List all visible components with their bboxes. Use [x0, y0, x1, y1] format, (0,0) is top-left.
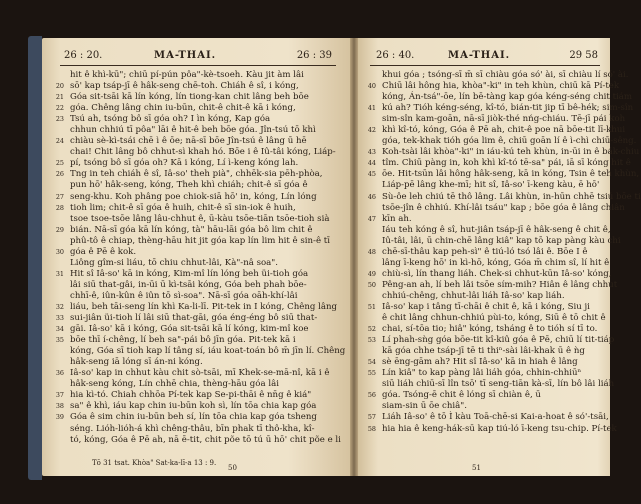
line-text: sè ēng-gām ah? Hit sî Iâ-so' kā in hiah ê lâng: [382, 357, 578, 368]
line-text: pí, tsóng bô sī góa oh? Kā i kóng, Lí ì-keng kóng lah.: [70, 158, 299, 169]
text-line: [50, 379, 342, 390]
text-line: [362, 247, 606, 258]
left-running-title: MA-THAI.: [154, 50, 217, 61]
line-text: khui góa ; tsóng-sī m̄ sī chiàu góa só' ài, sī chiàu lí só' ài.: [382, 70, 629, 80]
book-gutter: [350, 38, 358, 476]
line-text: Iâ-so' kap i tâng tī-chāi ê chit ê, kā i kóng, Siu ji: [382, 301, 590, 312]
verse-number: 42: [367, 126, 376, 135]
text-line: [50, 203, 342, 214]
line-text: Liông gîm-si liáu, tō chiu chhut-lâi, Kà"-nâ soa".: [70, 257, 278, 268]
left-text-column: [50, 70, 346, 446]
line-text: góa, tek-khak tióh góa lim ê, chiū goān lí ê ì-chì chiū-sêng.: [382, 136, 637, 147]
line-text: chai! Chit lâng bô chhut-sì khah hó. Bōe i ê Iû-tâi kóng, Liáp-: [70, 147, 336, 158]
text-line: [50, 81, 342, 92]
text-line: [50, 269, 342, 280]
text-line: [362, 324, 606, 335]
text-line: [50, 92, 342, 103]
open-book: [32, 38, 641, 476]
line-text: kóng, Án-tsá"-ōe, lín bē-tàng kap góa kéng-séng chit tiám: [382, 92, 633, 103]
line-text: ê chit lâng chhun-chhiú pùi-to, kóng, Siū ê tō chit ê: [382, 313, 606, 324]
line-text: Hit sî Iâ-so' kā in kóng, Kim-mî lín lóng beh üi-tioh góa: [70, 268, 309, 279]
line-text: kā góa chhe tsáp-jī tē ti thiⁿ-sài lâi-khak ū ê ǹg: [382, 346, 585, 357]
text-line: [50, 435, 342, 446]
text-line: [50, 225, 342, 236]
line-text: tsoe tsoe-tsōe lâng lâu-chhut ê, ū-kàu tsōe-tiān tsōe-tioh sià: [70, 213, 330, 224]
verse-number: 33: [55, 314, 64, 323]
verse-number: 46: [367, 192, 376, 201]
line-text: seng-khu. Koh phâng poe chiok-siā hō' in, kóng, Lín lóng: [70, 191, 317, 202]
text-line: [50, 158, 342, 169]
verse-number: 34: [55, 325, 64, 334]
right-page: [358, 38, 641, 476]
text-line: [362, 92, 633, 103]
verse-number: 25: [55, 159, 64, 168]
text-line: [362, 191, 641, 203]
line-text: hia kì-tó. Chiah chhōa Pí-tek kap Se-pi-thāi ê nn̄g ê kiá": [70, 390, 312, 401]
verse-number: 36: [55, 369, 64, 378]
text-line: [50, 357, 342, 368]
verse-number: 39: [55, 413, 64, 422]
line-text: Iû-tâi, lâi, ū chin-chē lâng kiâ" kap tō kap pàng kàu chi: [382, 235, 621, 246]
text-line: [50, 169, 342, 180]
right-chapter-ref-start: 26 : 40.: [376, 50, 415, 61]
line-text: sa" ê khì, iáu kap chin iu-būn koh sì, lín tōa chia kap góa: [70, 401, 317, 412]
text-line: [50, 258, 342, 269]
line-text: Góa ê sim chin iu-būn beh sí, lín tōa chia kap góa tsheng: [70, 412, 317, 423]
verse-number: 26: [55, 170, 64, 179]
text-line: [50, 302, 342, 313]
verse-number: 58: [367, 424, 376, 433]
line-text: hit ê khì-kū"; chiū pí-pún pôa"-kè-tsoeh. Kàu jit àm lâi: [70, 70, 304, 80]
left-page: [42, 38, 350, 476]
verse-number: 40: [367, 82, 376, 91]
text-line: [362, 103, 634, 114]
line-text: kú ah? Tióh kéng-séng, kî-tó, bián-tit jip tī bê-hék; sim-sîn: [382, 103, 634, 114]
verse-number: 55: [367, 369, 376, 378]
verse-number: 43: [367, 148, 376, 157]
verse-number: 52: [367, 325, 376, 334]
line-text: chiù-sì, lín thang liáh. Chek-si chhut-kūn Iâ-so' kóng,: [382, 268, 612, 279]
line-text: sō' kap tsáp-jī ê hâk-seng chē-toh. Chiáh ê sî, i kóng,: [70, 81, 299, 92]
line-text: Koh-tsài lâi khòa"-ki" in iáu-kú teh khùn, in-ūi in ê bák-chiu: [382, 147, 640, 158]
verse-number: 54: [367, 358, 376, 367]
line-text: Chiū lâi hông hia, khòa"-ki" in teh khùn, chiū kā Pí-tek: [382, 81, 620, 92]
left-page-number: 50: [228, 464, 237, 472]
line-text: chhun chhiú tī pôa" lāi ê hit-ê beh bōe góa. Jîn-tsú tō khì: [70, 125, 316, 136]
text-line: [362, 136, 637, 147]
text-line: [362, 423, 617, 435]
verse-number: 27: [55, 192, 64, 201]
text-line: [362, 268, 612, 280]
verse-number: 22: [55, 104, 64, 113]
line-text: sui-jiân üi-tioh lí lâi siū that-gāi, góa éng-éng bô siū that-: [70, 313, 318, 324]
text-line: [362, 379, 615, 390]
text-line: [50, 125, 342, 136]
line-text: chhī-ê, iûn-kûn ê iûn tō sì-soa". Nā-sī góa oāh-khí-lâi: [70, 290, 298, 301]
verse-number: 28: [55, 203, 64, 212]
text-line: [362, 81, 620, 92]
text-line: [362, 368, 606, 379]
verse-number: 20: [55, 82, 64, 91]
verse-number: 57: [367, 413, 376, 422]
line-text: lâng ī-keng hō' in kì-hō, kóng, Góa m̄ chim sî, lí hit ê: [382, 257, 610, 268]
verse-number: 37: [55, 391, 64, 400]
book-spine: [28, 36, 42, 480]
line-text: phû-tô ê chiap, thèng-hāu hit jit góa kap lín lim hit ê sin-ê tī: [70, 235, 330, 246]
line-text: Tng in teh chiáh ê sî, Iâ-so' theh pià", chhēk-sia pēh-phòa,: [70, 169, 323, 180]
verse-number: 31: [55, 269, 64, 278]
text-line: [362, 357, 606, 368]
text-line: [50, 280, 342, 291]
verse-number: 32: [55, 302, 64, 311]
text-line: [50, 236, 342, 247]
verse-number: 50: [367, 280, 376, 289]
text-line: [362, 158, 631, 169]
line-text: Sù-ôe leh chiú tē thô lâng. Lâi khùn, in-hūn chhē tsiú bōe ti: [382, 191, 641, 202]
left-page-header: [42, 50, 350, 64]
verse-number: 29: [55, 225, 64, 234]
line-text: ōe. Hit-tsūn lâi hông hâk-seng, kā in kóng, Tsin ê teh khùn,: [382, 169, 640, 180]
verse-number: 38: [55, 402, 64, 411]
text-line: [50, 103, 342, 114]
verse-number: 53: [367, 336, 376, 345]
right-page-header: [358, 50, 610, 64]
line-text: khì kî-tó, kóng, Góa ê Pē ah, chit-ê poe nā bōe-tit lī-khui: [382, 125, 626, 136]
line-text: Iáu teh kóng ê sî, hut-jiân tsáp-jī ê hâk-seng ê chit ê,: [382, 224, 611, 235]
right-chapter-ref-end: 29 58: [569, 50, 598, 61]
text-line: [50, 214, 342, 225]
verse-number: 49: [367, 269, 376, 278]
text-line: [50, 192, 342, 203]
verse-number: 44: [367, 159, 376, 168]
line-text: Lí phah-sǹg góa bōe-tit kî-kiû góa ê Pē, chiū lí tit-tiáp: [382, 335, 615, 346]
right-page-number: 51: [472, 464, 481, 472]
line-text: Góa sit-tsāi kā lín kóng, lín tiong-kan chit lâng beh bōe: [70, 92, 309, 103]
verse-number: 21: [55, 93, 64, 102]
line-text: góa. Chêng lâng chin iu-būn, chit-ê chit-ê kā i kóng,: [70, 103, 296, 114]
line-text: liáu, beh tāi-seng lín khì Ka-li-lī. Pit-tek in I kóng, Chêng lâng: [70, 301, 338, 312]
line-text: kīn ah.: [382, 213, 412, 224]
text-line: [50, 247, 342, 258]
text-line: [362, 346, 606, 357]
left-header-rule: [60, 65, 336, 66]
line-text: hâk-seng kóng, Lín chhē chia, thèng-hāu góa lâi: [70, 379, 279, 390]
line-text: Iâ-so' kap in chhut kàu chit sò-tsāi, mī Khek-se-mā-nî, kā i ê: [70, 368, 330, 379]
right-running-title: MA-THAI.: [448, 50, 511, 61]
text-line: [362, 291, 606, 302]
verse-number: 47: [367, 214, 376, 223]
verse-number: 23: [55, 115, 64, 124]
right-header-rule: [370, 65, 600, 66]
text-line: [362, 335, 615, 346]
verse-number: 24: [55, 137, 64, 146]
line-text: bōe thī í-chêng, lí beh sa"-pái bô jīn góa. Pit-tek kā i: [70, 335, 296, 346]
line-text: chiàu sè-kì-tsái chē ì ê ōe; nā-sī bōe Jîn-tsú ê lâng ū hē: [70, 136, 307, 147]
line-text: góa. Tsóng-ē chit ê lóng sī chiàn ê, ū: [382, 390, 541, 401]
line-text: lâi siū that-gâi, in-ūi ū kì-tsāi kóng, Góa beh phah bōe-: [70, 279, 307, 290]
text-line: [362, 224, 611, 236]
line-text: kóng, Góa sī tioh kap lí tâng sí, iáu koat-toán bô m̄ jīn lí. Chêng: [70, 346, 346, 357]
text-line: [362, 412, 609, 423]
text-line: [50, 180, 342, 191]
line-text: tó, kóng, Góa ê Pē ah, nā ē-tit, chit põe tō tú ū hō' chit põe e li: [70, 434, 341, 445]
line-text: góa ê Pē ê kok.: [70, 246, 137, 257]
text-line: [50, 114, 342, 125]
text-line: [362, 70, 629, 81]
text-line: [362, 147, 640, 158]
line-text: chai, sí-tōa tio; hiâ" kóng, tsháng ê to tióh sí tī to.: [382, 324, 598, 335]
right-text-column: [362, 70, 641, 435]
verse-number: 51: [367, 302, 376, 311]
text-line: [362, 390, 606, 401]
verse-number: 45: [367, 170, 376, 179]
text-line: [50, 147, 342, 158]
text-line: [50, 70, 342, 81]
line-text: Tsú ah, tsóng bô sī góa oh? I ìn kóng, Kap góa: [70, 114, 271, 125]
text-line: [362, 169, 640, 180]
line-text: séng. Lióh-lióh-á khì chêng-thâu, bīn phak tī thô-kha, kî-: [70, 423, 315, 434]
line-text: pun hō' hâk-seng, kóng, Theh khì chiáh; chit-ê sī góa ê: [70, 180, 308, 191]
line-text: Liáh Iâ-so' ê tō Ì kàu Toā-chē-si Kai-a-hoat ê só'-tsāi,: [382, 412, 609, 423]
text-line: [50, 412, 342, 423]
text-line: [50, 368, 342, 379]
verse-number: 41: [367, 104, 376, 113]
line-text: siam-sin ū ōe chiâ".: [382, 401, 467, 412]
text-line: [362, 302, 606, 313]
text-line: [50, 346, 346, 357]
left-footnote: Tō 31 tsat. Khòa" Sat-ka-lī-a 13 : 9.: [92, 459, 217, 467]
line-text: chē-sī-thâu kap peh-sì" ê tiú-ló tsó lâi ê. Bōe I ê: [382, 246, 588, 257]
text-line: [362, 257, 610, 269]
text-line: [362, 235, 621, 247]
text-line: [50, 136, 342, 147]
line-text: siū liáh chiū-sī lîn tsō' tī seng-tiān kà-sī, lín bô lâi liáh: [382, 379, 615, 390]
text-line: [362, 401, 606, 412]
text-line: [362, 180, 606, 191]
text-line: [362, 279, 618, 291]
verse-number: 48: [367, 247, 376, 256]
line-text: hia hia ê keng-hák-sū kap tiú-ló ī-keng tsu-chip. Pí-tek: [382, 423, 617, 434]
verse-number: 56: [367, 391, 376, 400]
line-text: Lín kiâ" to kap pàng lâi liáh góa, chhin-chhiūⁿ: [382, 368, 582, 379]
text-line: [50, 401, 342, 412]
text-line: [50, 335, 342, 346]
line-text: hâk-seng iā lóng sī án-ni kóng.: [70, 357, 203, 368]
line-text: tioh lim; chit-ê sī góa ê huih, chit-ê sī sin-iok ê huih,: [70, 202, 296, 213]
text-line: [50, 324, 342, 335]
line-text: chhiú-chêng, chhut-lâi liáh Iâ-so' kap liáh.: [382, 290, 565, 301]
line-text: tîm. Chiū pàng in, koh khì kî-tó tē-sa" pái, iā sī kóng hit ê: [382, 158, 631, 169]
verse-number: 35: [55, 336, 64, 345]
text-line: [50, 390, 342, 401]
text-line: [362, 214, 606, 225]
text-line: [50, 313, 342, 324]
text-line: [362, 313, 606, 324]
left-chapter-ref-end: 26 : 39: [296, 50, 332, 61]
line-text: Pêng-an ah, lí beh lâi tsōe sím-mih? Hiân ê lâng chhut: [382, 279, 618, 290]
text-line: [50, 424, 342, 435]
verse-number: 30: [55, 247, 64, 256]
text-line: [362, 125, 626, 136]
line-text: sim-sîn kam-goān, nā-sī jiòk-thé nńg-chiáu. Tē-jī pái koh: [382, 114, 626, 125]
line-text: gāi. Iâ-so' kā i kóng, Góa sit-tsāi kā lí kóng, kim-mî koe: [70, 324, 309, 335]
text-line: [362, 114, 626, 125]
left-chapter-ref-start: 26 : 20.: [64, 50, 103, 61]
line-text: bián. Nā-sī góa kā lín kóng, tà" hāu-lāi góa bô lim chit ê: [70, 224, 313, 235]
line-text: tsōe-jîn ê chhiú. Khí-lâi tsáu" kap ; bōe góa ê lâng chiân: [382, 202, 625, 213]
text-line: [50, 291, 342, 302]
line-text: Liáp-pē lâng khe-mī; hit sî, Iâ-so' ī-keng kàu, ē hō': [382, 180, 600, 191]
text-line: [362, 202, 625, 214]
